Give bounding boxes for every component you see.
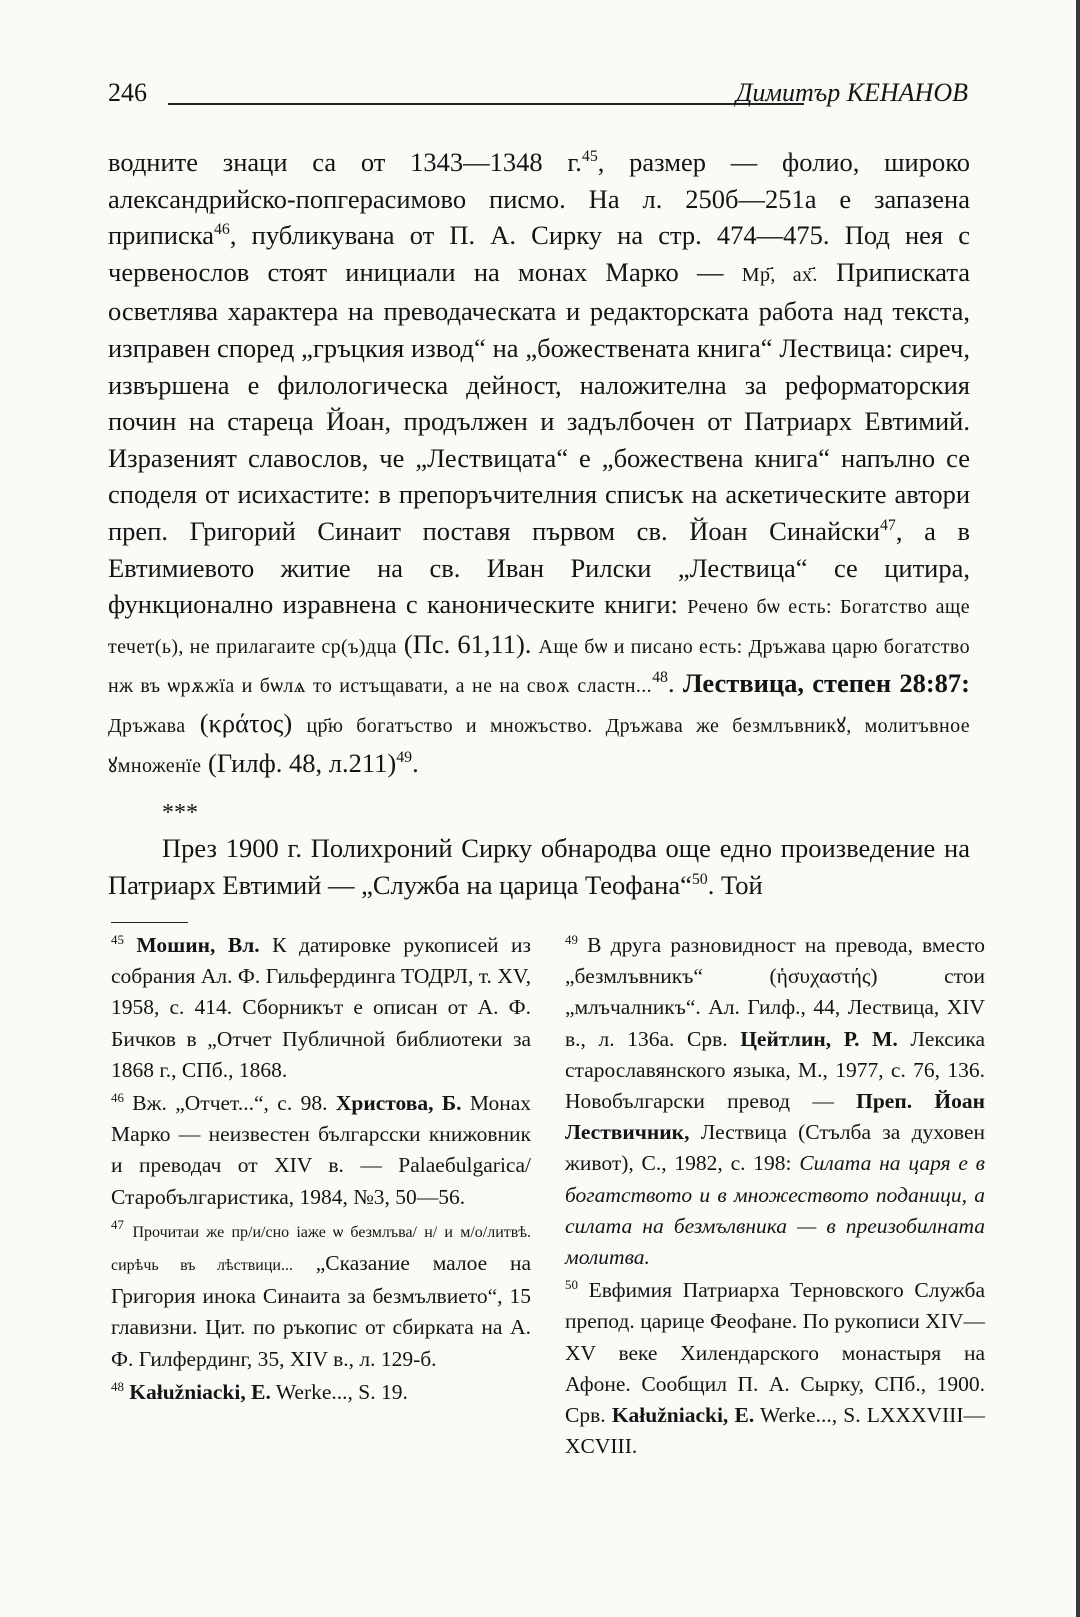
page-number: 246 [108,78,147,107]
footnote-ref-50[interactable]: 50 [691,870,708,888]
greek-word: (κράτος) [199,707,293,738]
church-slavonic-initials: Мр҃, ах҃. [741,263,818,286]
footnote-49: $^{49}$ В друга разновидност на превода, вместо „безмлъвникъ“ (ἡσυχαστής) стои „млъчалникъ“. Ал. Гилф., 44, Лествица, XIV в., л. 136а. Срв. Цейтлин, Р. М. Лексика старославянского языка, М., 1977, с. 76, 136. Новобългарски превод — Преп. Йоан Лествичник, Лествица (Стълба за духовен живот), С., 1982, с. 198: Силата на царя е в богатството и в множеството поданици, а силата на безмълвника — в преизобилната молитва. [565,932,986,1270]
bold-reference: Лествица, степен 28:87: [682,668,970,699]
footnotes-left-column [111,930,531,1410]
footnote-46: $^{46}$ Вж. „Отчет...“, с. 98. Христова, Б. Монах Марко — неизвестен българcски книжовник и преводач от XIV в. — Palaeбulgarica/Старобългаристика, 1984, №3, 50—56. [111,1090,531,1209]
church-slavonic-quote: Аще бѡ и писано есть: Дръжава царю богатство нж въ ѡрѫжїа и бѡлѧ то истъщавати, а не на своѫ сластн... [108,635,971,698]
footnote-rule [111,922,188,923]
page-header [108,76,968,116]
main-paragraph: През 1900 г. Полихроний Сирку обнародва още едно произведение на Патриарх Евтимий — „Служба на царица Теофана“$^{50}$. Той [108,833,970,900]
footnote-48: $^{48}$ Kałužniacki, E. Werke..., S. 19. [111,1379,408,1404]
footnote-50: $^{50}$ Евфимия Патриарха Терновского Служба препод. царице Феофане. По рукописи XIV—XV веке Хилендарского монастыря на Афоне. Сообщил П. А. Сырку, СПб., 1900. Срв. Kałužniacki, E. Werke..., S. LXXXVIII—XCVIII. [565,1278,986,1459]
running-head: Димитър КЕНАНОВ [735,78,968,107]
main-paragraph: водните знаци са от 1343—1348 г.$^{45}$, размер — фолио, широко александрийско-попгерасимово писмо. На л. 250б—251а е запазена приписка$^{46}$, публикувана от П. А. Сирку на стр. 474—475. Под нея с червенослов стоят инициали на монах Марко — Мр҃, ах҃. Приписката осветлява характера на преводаческата и редакторската работа над текста, изправен според „гръцкия извод“ на „божествената книга“ Лествица: сиреч, извършена е филологическа дейност, наложителна за реформаторския почин на стареца Йоан, продължен и задълбочен от Патриарх Евтимий. Изразеният славослов, че „Лествицата“ е „божествена книга“ напълно се споделя от исихастите: в препоръчителния списък на аскетическите автори преп. Григорий Синаит поставя първом св. Йоан Синайски$^{47}$, а в Евтимиевото житие на св. Иван Рилски „Лествица“ се цитира, функционално изравнена с каноническите книги: Речено бѡ есть: Богатство аще течет(ь), не прилагаите ср(ъ)дца (Пс. 61,11). Аще бѡ и писано есть: Дръжава царю богатство нж въ ѡрѫжїа и бѡлѧ то истъщавати, а не на своѫ сластн...$^{48}$. Лествица, степен 28:87: Дръжава (κράτος) цр҃ю богатъство и множъство. Дръжава же безмлъвникꙋ, молитъвное ꙋмноженїе (Гилф. 48, л.211)$^{49}$. [108,147,971,778]
church-slavonic-quote: Дръжава [108,714,186,737]
footnote-ref-49[interactable]: 49 [396,748,413,766]
church-slavonic-quote: Прочитаи же пр/и/сно іаже ѡ безмлъва/ н/ и м/о/литвѣ. сирѣчь въ лѣствици... [111,1223,532,1275]
footnotes-right-column [565,930,985,1464]
page-edge-shadow [1076,0,1080,1617]
church-slavonic-quote: Речено бѡ есть: Богатство аще течет(ь), не прилагаите ср(ъ)дца [108,596,971,658]
section-separator: *** [162,800,198,826]
footnote-ref-46[interactable]: 46 [213,221,230,239]
footnote-ref-45[interactable]: 45 [581,148,598,166]
main-text [108,144,970,784]
church-slavonic-quote: цр҃ю богатъство и множъство. Дръжава же безмлъвникꙋ, молитъвное ꙋмноженїе [108,714,971,777]
main-text-continued [108,830,970,903]
footnote-47: $^{47}$ Прочитаи же пр/и/сно іаже ѡ безмлъва/ н/ и м/о/литвѣ. сирѣчь въ лѣствици... „Сказание малое на Григория инока Синаита за безмълвието“, 15 главизни. Цит. по ръкопис от сбирката на А. Ф. Гилфердинг, 35, XIV в., л. 129-б. [111,1217,532,1371]
footnote-45: $^{45}$ Мошин, Вл. К датировке рукописей из собрания Ал. Ф. Гильфердинга ТОДРЛ, т. XV, 1958, с. 414. Сборникът е описан от А. Ф. Бичков в „Отчет Публичной библиотеки за 1868 г., СПб., 1868. [111,932,531,1082]
header-rule [168,103,804,105]
footnote-ref-48[interactable]: 48 [652,669,668,687]
greek-word: (ἡσυχαστής) [769,964,878,989]
footnote-ref-47[interactable]: 47 [879,517,896,535]
